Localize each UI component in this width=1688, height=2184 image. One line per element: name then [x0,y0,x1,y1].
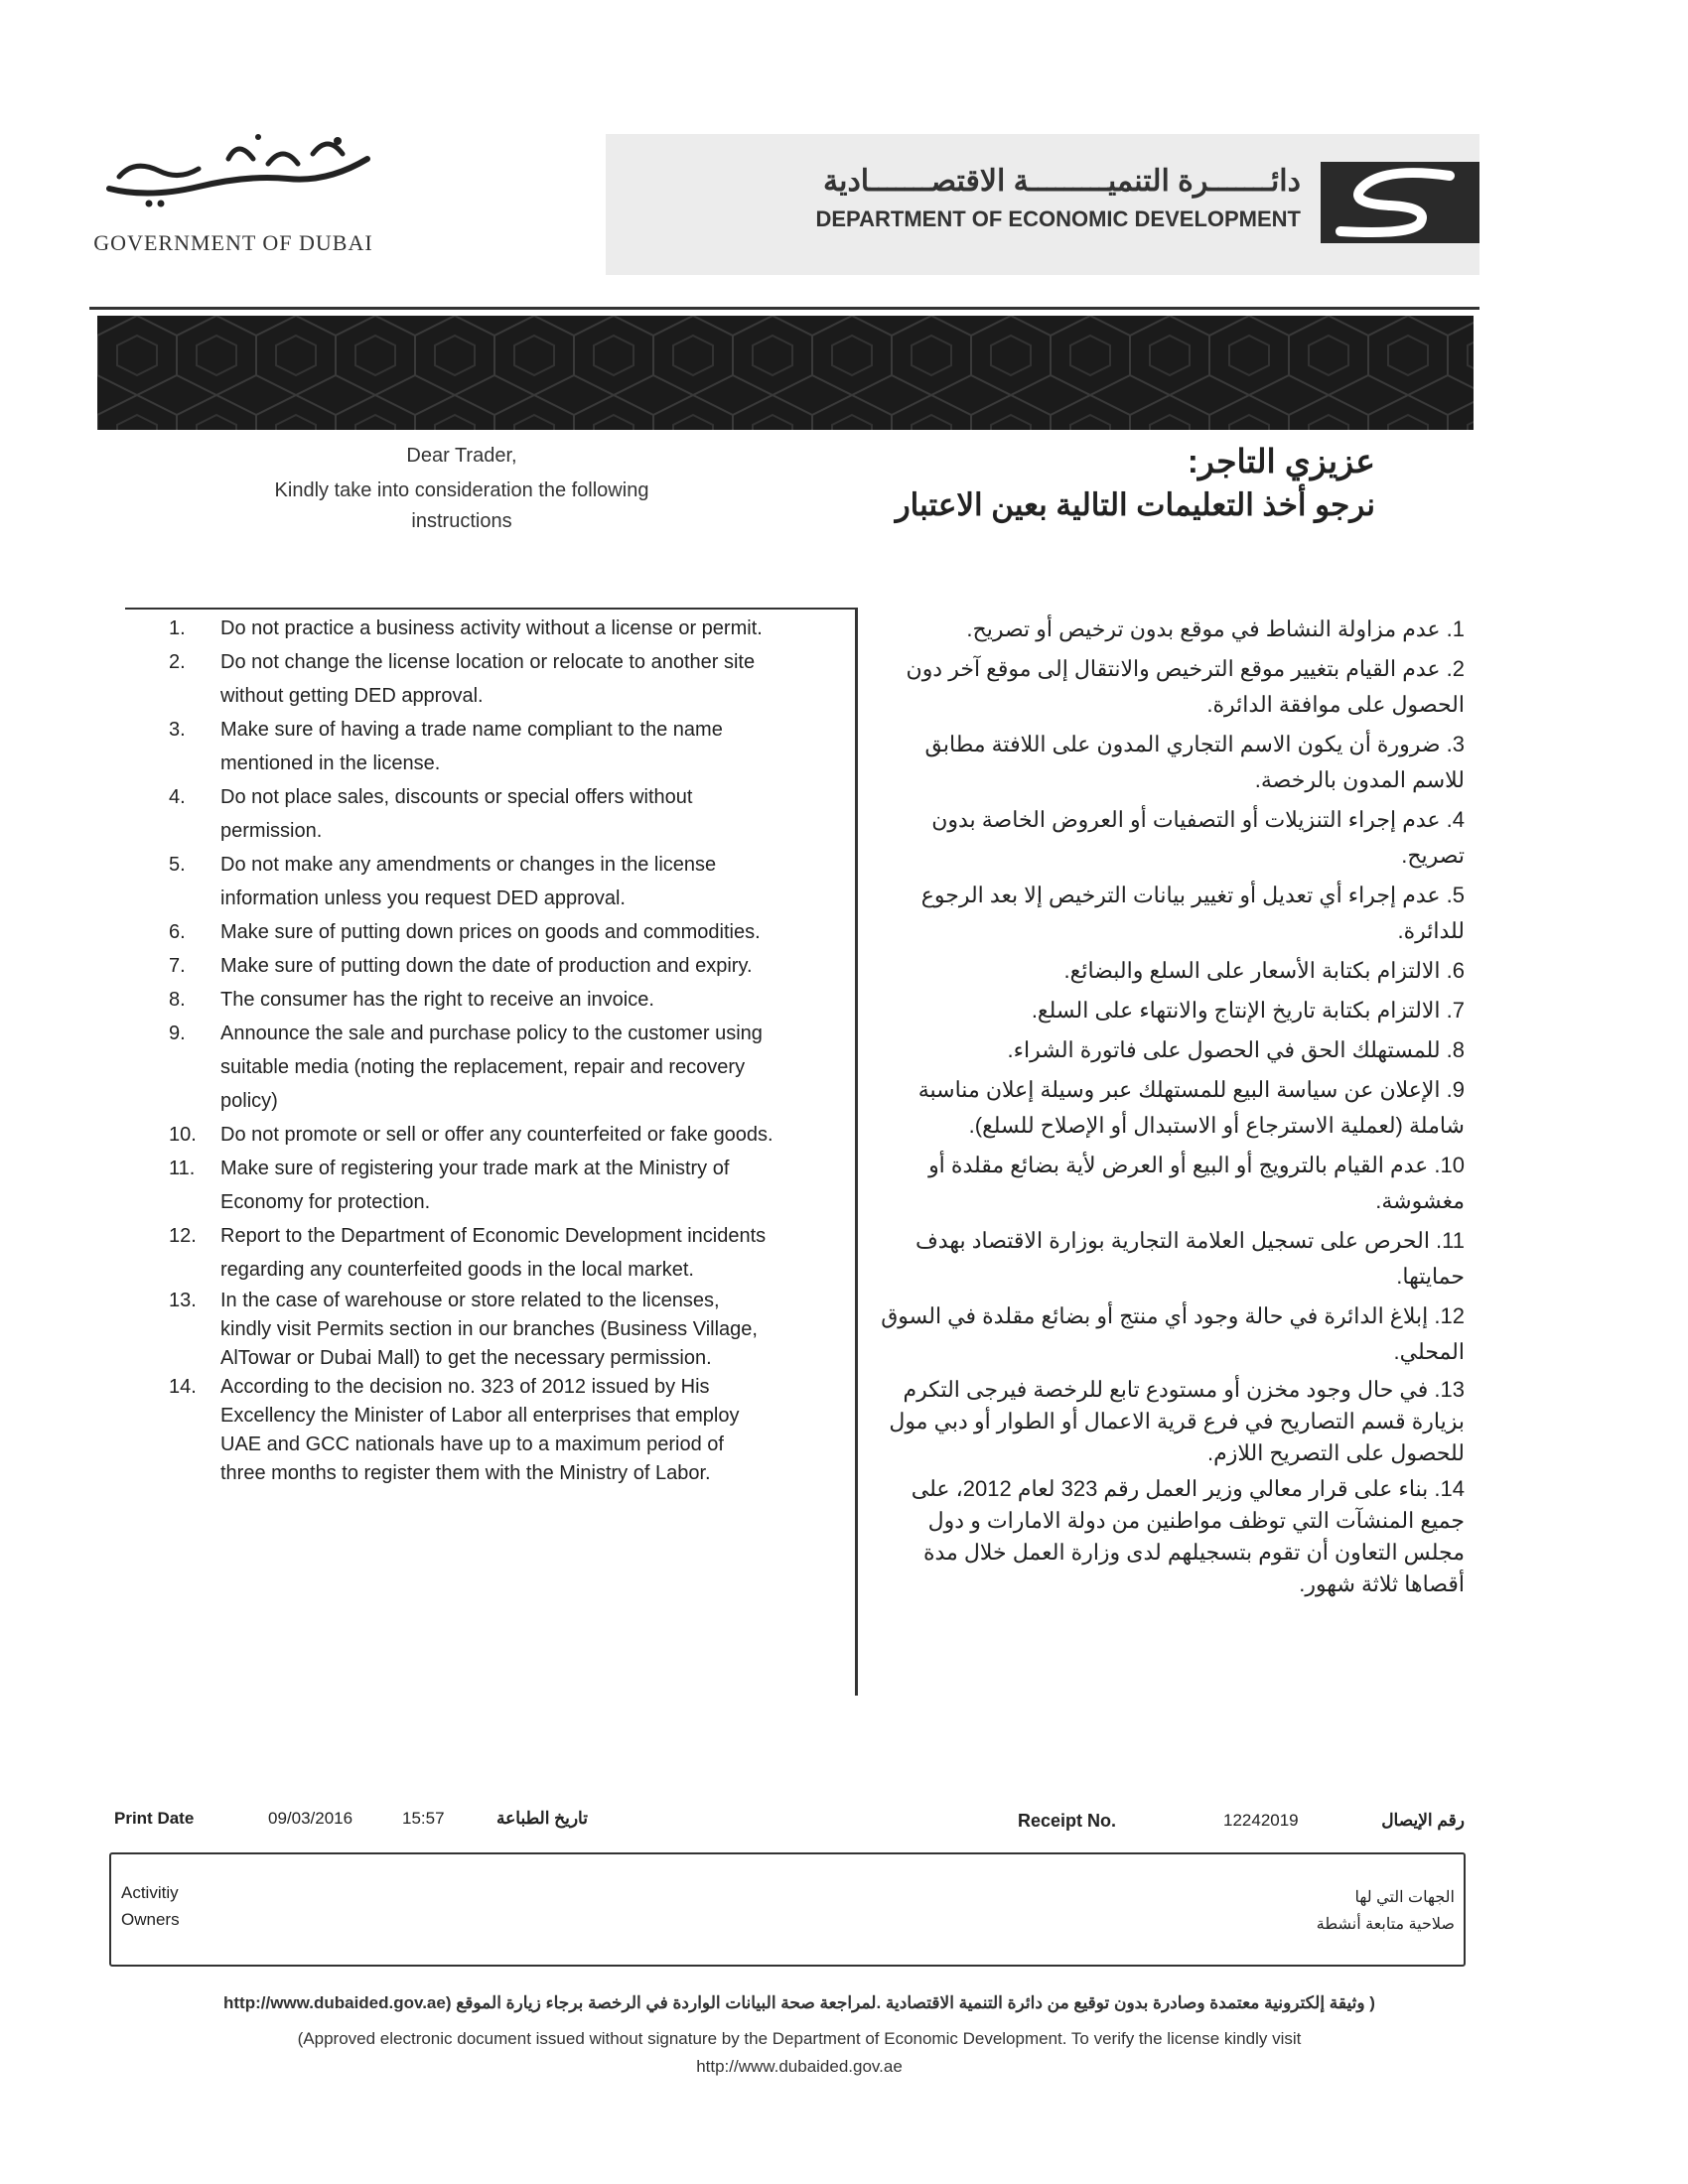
item-text: Make sure of putting down prices on goods and commodities. [220,921,761,943]
receipt-number-label-ar: رقم الإيصال [1381,1811,1465,1830]
list-item [169,848,774,915]
list-item [169,713,774,780]
verification-url[interactable]: http://www.dubaided.gov.ae [696,2057,903,2076]
department-name-ar: دائـــــــرة التنميـــــــــة الاقتصـــــــادية [823,165,1301,198]
list-item: 11. الحرص على تسجيل العلامة التجارية بوزارة الاقتصاد بهدف حمايتها. [914,1228,1465,1289]
item-number: 13. [169,1290,197,1311]
list-item [169,645,774,713]
item-text: Make sure of putting down the date of production and expiry. [220,955,753,977]
activity-owners-label-line: Owners [121,1910,180,1929]
item-number: 12. [169,1225,197,1247]
item-text: Make sure of having a trade name compliant to the name mentioned in the license. [220,719,723,774]
list-item [169,1017,774,1118]
item-number: 5. [169,854,186,876]
column-divider [855,608,858,1696]
list-item [169,612,774,645]
item-number: 10. [169,1124,197,1146]
list-item [169,1373,774,1488]
item-text: According to the decision no. 323 of 2012 issued by His Excellency the Minister of Labor all enterprises that employ UAE and GCC nationals have up to a maximum period of three months to register them with the Ministry of Labor. [220,1376,740,1484]
greeting-en [228,439,695,539]
list-item: 13. في حال وجود مخزن أو مستودع تابع للرخصة فيرجى التكرم بزيارة قسم التصاريح في فرع قرية الاعمال أو الطوار أو دبي مول للحصول على التصريح اللازم. [889,1377,1465,1465]
item-number: 3. [169,719,186,741]
decorative-banner [97,316,1474,430]
list-item: 8. للمستهلك الحق في الحصول على فاتورة الشراء. [1007,1037,1465,1062]
greeting-line: Kindly take into consideration the following [274,479,649,501]
item-text: Do not promote or sell or offer any counterfeited or fake goods. [220,1124,774,1146]
item-text: Do not change the license location or relocate to another site without getting DED approval. [220,651,756,707]
print-date-value: 09/03/2016 [268,1809,353,1828]
list-item [169,1287,774,1373]
verification-note-en [199,2025,1400,2081]
item-text: Do not place sales, discounts or special offers without permission. [220,786,693,842]
list-item: 12. إبلاغ الدائرة في حالة وجود أي منتج أو بضائع مقلدة في السوق المحلي. [881,1303,1465,1364]
greeting-title-ar: عزيزي التاجر: [1187,443,1375,479]
department-name-en: DEPARTMENT OF ECONOMIC DEVELOPMENT [815,206,1301,231]
item-text: Do not practice a business activity without a license or permit. [220,617,763,639]
list-item: 2. عدم القيام بتغيير موقع الترخيص والانتقال إلى موقع آخر دون الحصول على موافقة الدائرة. [906,656,1465,717]
verification-note-ar: ( وثيقة إلكترونية معتمدة وصادرة بدون توقيع من دائرة التنمية الاقتصادية .لمراجعة صحة البيانات الواردة في الرخصة برجاء زيارة الموقع (http://www.dubaided.gov.ae [223,1993,1375,2012]
greeting-line-ar: نرجو أخذ التعليمات التالية بعين الاعتبار [895,487,1375,522]
list-item [169,1118,774,1152]
list-item: 5. عدم إجراء أي تعديل أو تغيير بيانات الترخيص إلا بعد الرجوع للدائرة. [920,883,1465,943]
list-item [169,949,774,983]
activity-owners-label-ar [1231,1884,1455,1938]
header-divider [89,307,1479,310]
activity-owners-label-ar-line: الجهات التي لها [1354,1889,1455,1906]
list-item [169,983,774,1017]
list-item: 1. عدم مزاولة النشاط في موقع بدون ترخيص أو تصريح. [966,616,1465,641]
receipt-number-value: 12242019 [1223,1811,1299,1830]
list-item: 7. الالتزام بكتابة تاريخ الإنتاج والانتهاء على السلع. [1031,998,1465,1023]
item-number: 1. [169,617,186,639]
list-item [169,1219,774,1287]
item-number: 8. [169,989,186,1011]
item-text: Report to the Department of Economic Development incidents regarding any counterfeited goods in the local market. [220,1225,767,1281]
government-of-dubai-logo [89,129,377,218]
instructions-top-rule [125,608,857,610]
greeting-line: instructions [411,510,512,532]
item-number: 6. [169,921,186,943]
item-number: 2. [169,651,186,673]
instructions-list-ar [879,612,1465,1604]
item-text: Do not make any amendments or changes in the license information unless you request DED approval. [220,854,717,909]
list-item: 9. الإعلان عن سياسة البيع للمستهلك عبر وسيلة إعلان مناسبة شاملة (لعملية الاسترجاع أو الاستبدال أو الإصلاح للسلع). [917,1077,1465,1138]
item-number: 11. [169,1158,196,1179]
list-item: 4. عدم إجراء التنزيلات أو التصفيات أو العروض الخاصة بدون تصريح. [931,807,1465,868]
print-date-label-ar: تاريخ الطباعة [496,1809,588,1828]
item-text: Make sure of registering your trade mark at the Ministry of Economy for protection. [220,1158,730,1213]
greeting-ar [874,439,1375,526]
verification-note-line: (Approved electronic document issued without signature by the Department of Economic Development. To verify the license kindly visit [297,2029,1302,2048]
instructions-list-en [169,612,774,1488]
list-item [169,915,774,949]
list-item: 3. ضرورة أن يكون الاسم التجاري المدون على اللافتة مطابق للاسم المدون بالرخصة. [924,732,1465,792]
item-number: 4. [169,786,186,808]
activity-owners-label-ar-line: صلاحية متابعة أنشطة [1316,1916,1455,1933]
item-number: 9. [169,1023,186,1044]
greeting-title: Dear Trader, [406,445,517,467]
list-item [169,780,774,848]
list-item: 10. عدم القيام بالترويج أو البيع أو العرض لأية بضائع مقلدة أو مغشوشة. [928,1153,1465,1213]
list-item: 6. الالتزام بكتابة الأسعار على السلع والبضائع. [1063,958,1465,983]
item-number: 7. [169,955,186,977]
item-text: Announce the sale and purchase policy to the customer using suitable media (noting the replacement, repair and recovery policy) [220,1023,763,1112]
item-text: The consumer has the right to receive an invoice. [220,989,654,1011]
activity-owners-label-line: Activitiy [121,1883,179,1902]
print-time-value: 15:57 [402,1809,445,1828]
item-number: 14. [169,1376,197,1398]
print-date-label: Print Date [114,1809,195,1828]
activity-owners-label [121,1879,180,1933]
list-item [169,1152,774,1219]
government-name-en: GOVERNMENT OF DUBAI [93,230,373,255]
list-item: 14. بناء على قرار معالي وزير العمل رقم 323 لعام 2012، على جميع المنشآت التي توظف مواطنين من دولة الامارات و دول مجلس التعاون أن تقوم بتسجيلهم لدى وزارة العمل خلال مدة أقصاها ثلاثة شهور. [911,1476,1465,1596]
item-text: In the case of warehouse or store related to the licenses, kindly visit Permits section in our branches (Business Village, AlTowar or Dubai Mall) to get the necessary permission. [220,1290,758,1369]
receipt-number-label: Receipt No. [1018,1811,1117,1831]
ded-logo-icon [1321,162,1479,243]
